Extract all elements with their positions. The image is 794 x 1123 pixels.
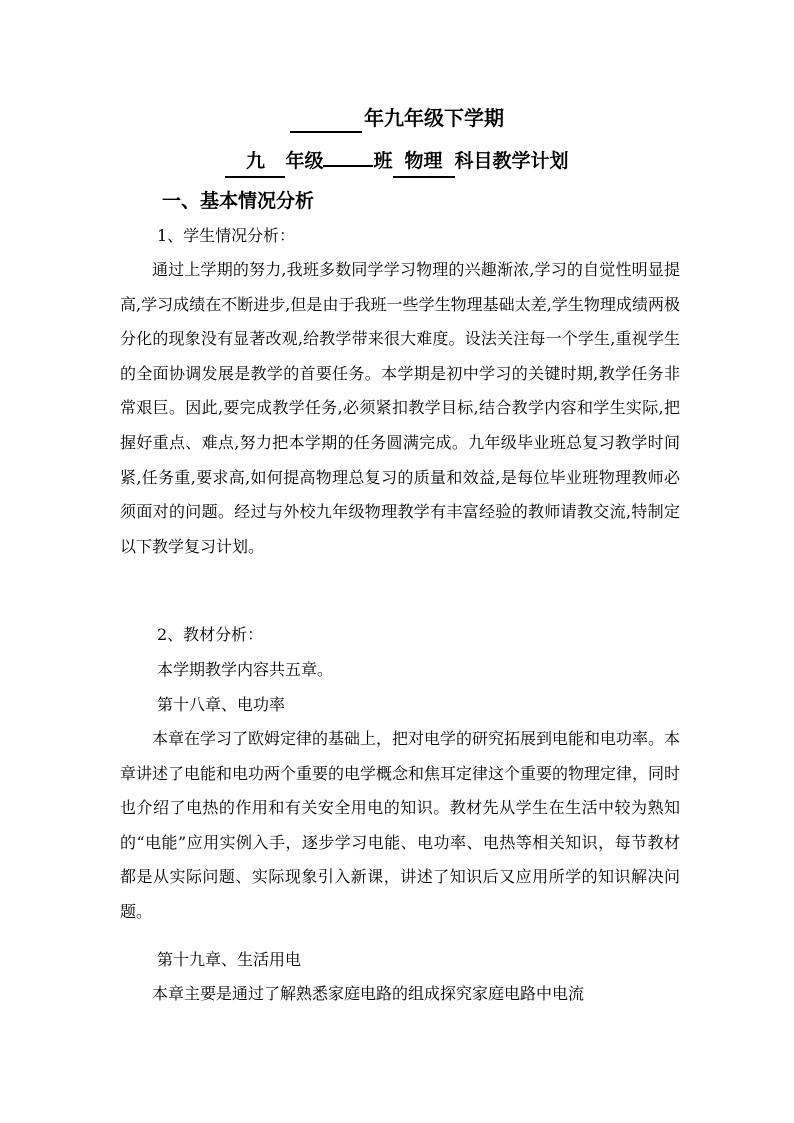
textbook-intro: 本学期教学内容共五章。 [157, 660, 334, 679]
grade-label: 年级 [285, 150, 324, 172]
section-heading: 一、基本情况分析 [162, 190, 315, 212]
year-blank [290, 109, 362, 133]
chapter18-title: 第十八章、电功率 [157, 695, 286, 714]
textbook-analysis-heading: 2、教材分析： [157, 625, 264, 644]
subject-value: 物理 [393, 146, 455, 178]
document-title-line2 [0, 146, 794, 178]
title-term-text: 年九年级下学期 [364, 106, 504, 130]
grade-value: 九 [225, 146, 285, 178]
document-title-line1 [0, 103, 794, 133]
class-value [323, 165, 373, 167]
chapter18-paragraph: 本章在学习了欧姆定律的基础上，把对电学的研究拓展到电能和电功率。本章讲述了电能和电功两个重要的电学概念和焦耳定律这个重要的物理定律，同时也介绍了电热的作用和有关安全用电的知识。教材先从学生在生活中较为熟知的“电能”应用实例入手，逐步学习电能、电功率、电热等相关知识，每节教材都是从实际问题、实际现象引入新课，讲述了知识后又应用所学的知识解决问题。 [120, 729, 681, 921]
student-analysis-heading: 1、学生情况分析： [157, 226, 296, 245]
chapter19-paragraph: 本章主要是通过了解熟悉家庭电路的组成探究家庭电路中电流 [152, 984, 585, 1003]
subject-label: 科目教学计划 [454, 150, 569, 172]
class-label: 班 [373, 150, 393, 172]
student-analysis-paragraph: 通过上学期的努力,我班多数同学学习物理的兴趣渐浓,学习的自觉性明显提高,学习成绩在不断进步,但是由于我班一些学生物理基础太差,学生物理成绩两极分化的现象没有显著改观,给教学带来很大难度。设法关注每一个学生,重视学生的全面协调发展是教学的首要任务。本学期是初中学习的关键时期,教学任务非常艰巨。因此,要完成教学任务,必须紧扣教学目标,结合教学内容和学生实际,把握好重点、难点,努力把本学期的任务圆满完成。九年级毕业班总复习教学时间紧,任务重,要求高,如何提高物理总复习的质量和效益,是每位毕业班物理教师必须面对的问题。经过与外校九年级物理教学有丰富经验的教师请教交流,特制定以下教学复习计划。 [120, 260, 680, 556]
chapter19-title: 第十九章、生活用电 [157, 950, 302, 969]
